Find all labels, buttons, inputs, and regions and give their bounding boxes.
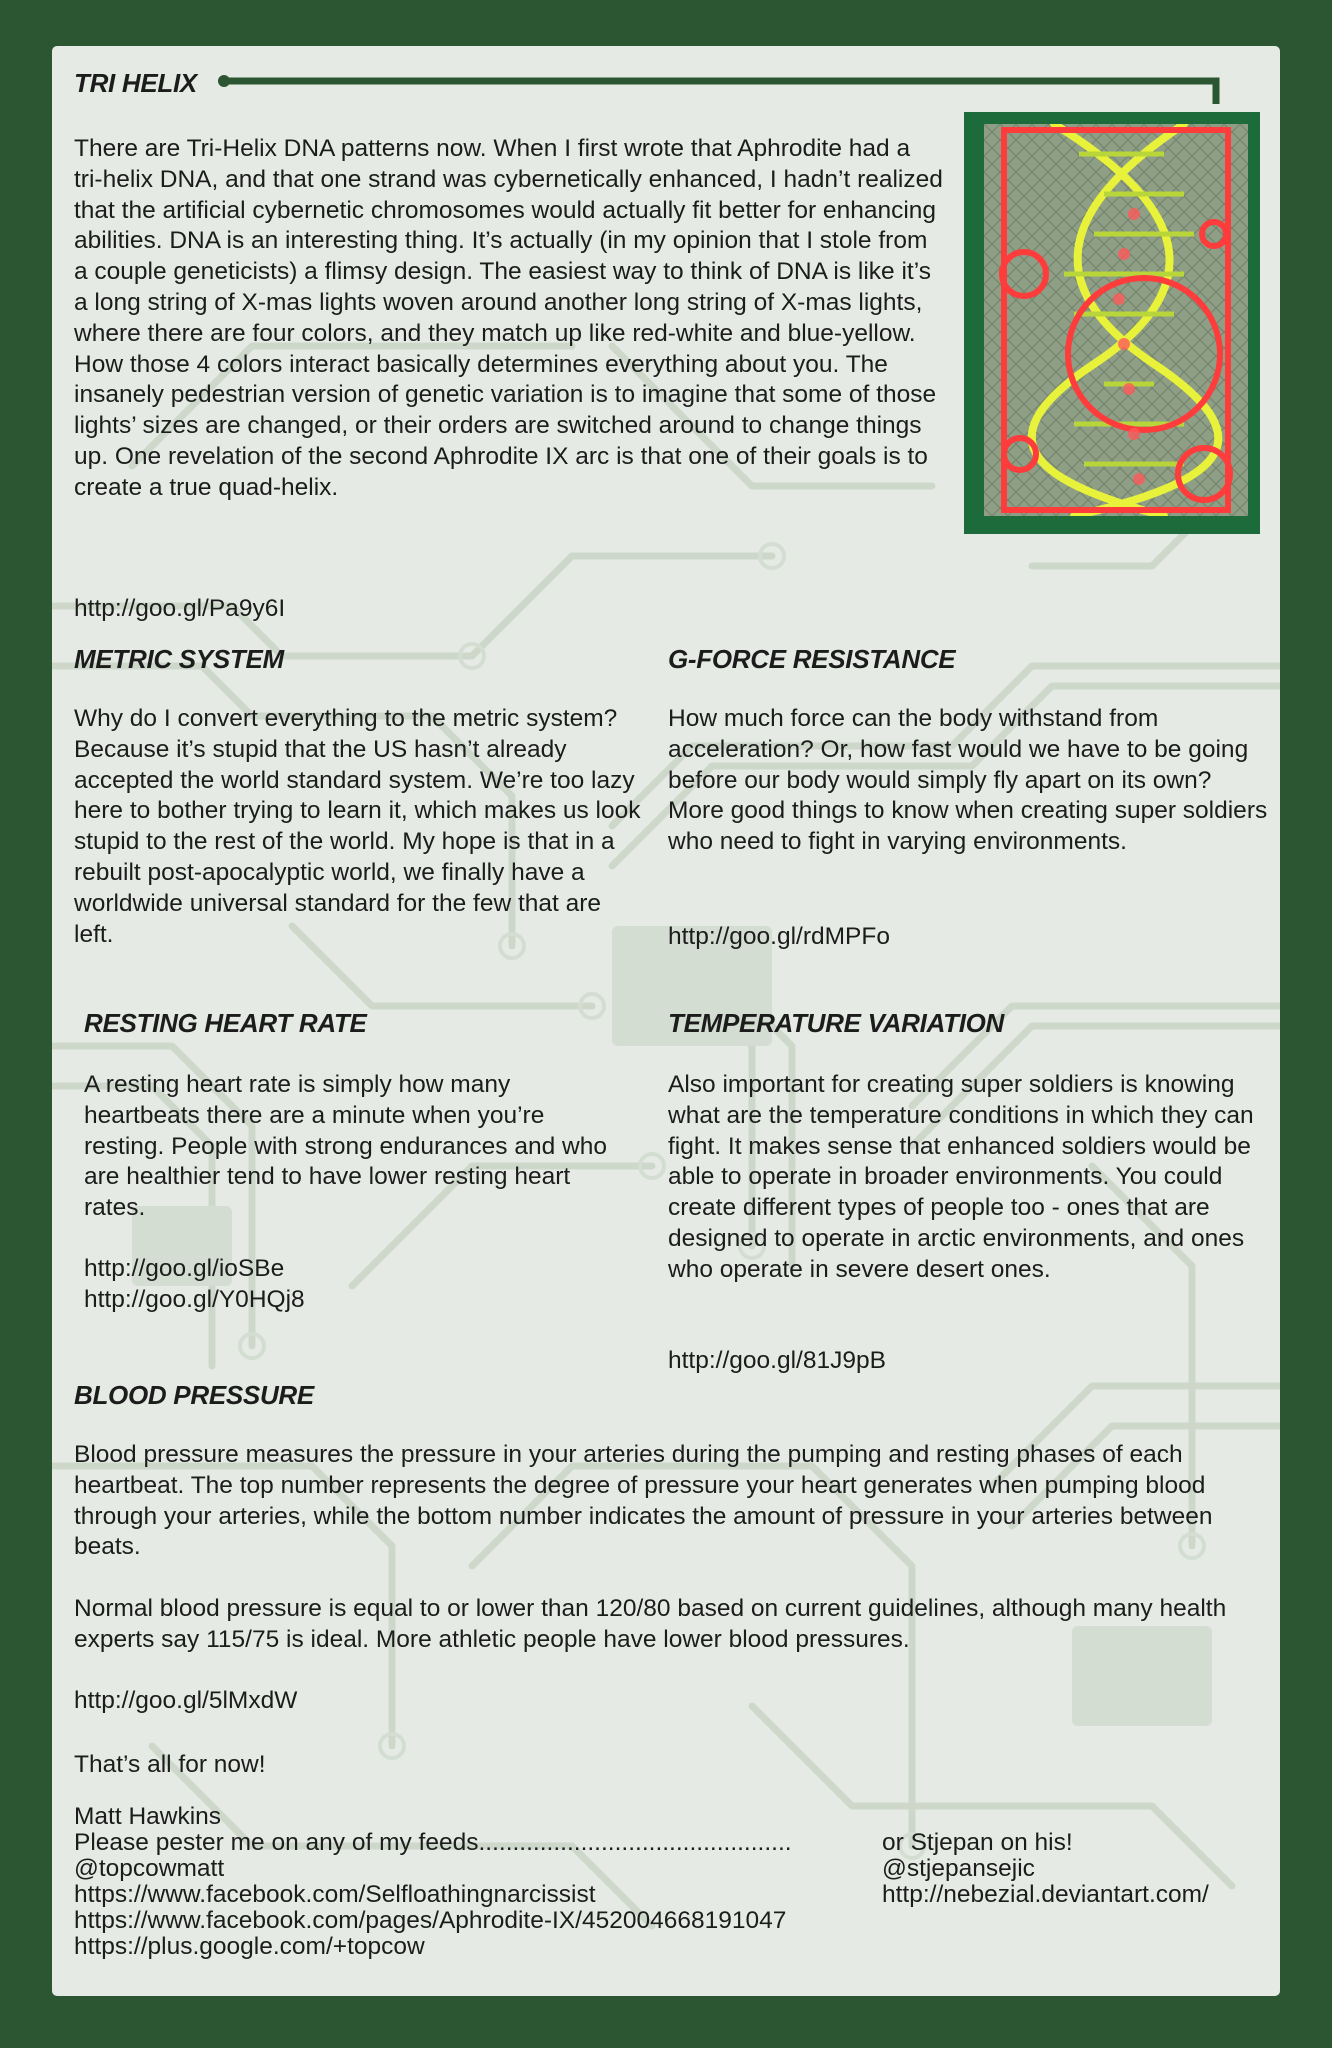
metric-system-body: Why do I convert everything to the metric system? Because it’s stupid that the US hasn’t already accepted the world standard system. We’re too lazy here to bother trying to learn it, which makes us look stupid to the rest of the world. My hope is that in a rebuilt post-apocalyptic world, we finally have a worldwide universal standard for the few that are left.	[74, 705, 641, 948]
resting-heart-rate-heading: RESTING HEART RATE	[84, 1008, 367, 1038]
resting-heart-rate-link-2[interactable]: http://goo.gl/Y0HQj8	[84, 1286, 305, 1313]
closing-line: That’s all for now!	[74, 1751, 266, 1778]
tri-helix-link[interactable]: http://goo.gl/Pa9y6I	[74, 595, 286, 622]
blood-pressure-body-2: Normal blood pressure is equal to or lower than 120/80 based on current guidelines, although many health experts say 115/75 is ideal. More athletic people have lower blood pressures.	[74, 1595, 1227, 1653]
resting-heart-rate-body: A resting heart rate is simply how many heartbeats there are a minute when you’re resting. People with strong endurances and who are healthier tend to have lower resting heart rates.	[84, 1071, 607, 1222]
g-force-link[interactable]: http://goo.gl/rdMPFo	[668, 923, 890, 950]
aphrodite-facebook-link[interactable]: https://www.facebook.com/pages/Aphrodite-IX/452004668191047	[74, 1907, 787, 1934]
pester-line: Please pester me on any of my feeds..............................................	[74, 1829, 792, 1856]
stjepan-intro: or Stjepan on his!	[882, 1829, 1073, 1856]
tri-helix-body: There are Tri-Helix DNA patterns now. When I first wrote that Aphrodite had a tri-helix DNA, and that one strand was cybernetically enhanced, I hadn’t realized that the artificial cybernetic chromosomes would actually fit better for enhancing abilities. DNA is an interesting thing. It’s actually (in my opinion that I stole from a couple geneticists) a flimsy design. The easiest way to think of DNA is like it’s a long string of X-mas lights woven around another long string of X-mas lights, where there are four colors, and they match up like red-white and blue-yellow. How those 4 colors interact basically determines everything about you. The insanely pedestrian version of genetic variation is to imagine that some of those lights’ sizes are changed, or their orders are switched around to change things up. One revelation of the second Aphrodite IX arc is that one of their goals is to create a true quad-helix.	[74, 135, 943, 501]
page-panel	[52, 46, 1280, 1996]
dna-helix-icon	[984, 124, 1248, 516]
temperature-variation-heading: TEMPERATURE VARIATION	[668, 1008, 1005, 1038]
temperature-variation-body: Also important for creating super soldiers is knowing what are the temperature conditions in which they can fight. It makes sense that enhanced soldiers would be able to operate in broader environments. You could create different types of people too - ones that are designed to operate in arctic environments, and ones who operate in severe desert ones.	[668, 1071, 1254, 1283]
blood-pressure-body-1: Blood pressure measures the pressure in your arteries during the pumping and resting phases of each heartbeat. The top number represents the degree of pressure your heart generates when pumping blood through your arteries, while the bottom number indicates the amount of pressure in your arteries between beats.	[74, 1441, 1213, 1561]
blood-pressure-heading: BLOOD PRESSURE	[74, 1380, 314, 1410]
google-plus-link[interactable]: https://plus.google.com/+topcow	[74, 1933, 425, 1960]
stjepan-twitter[interactable]: @stjepansejic	[882, 1855, 1035, 1882]
blood-pressure-link[interactable]: http://goo.gl/5lMxdW	[74, 1687, 298, 1714]
temperature-variation-link[interactable]: http://goo.gl/81J9pB	[668, 1347, 886, 1374]
metric-system-heading: METRIC SYSTEM	[74, 644, 284, 674]
resting-heart-rate-link-1[interactable]: http://goo.gl/ioSBe	[84, 1255, 285, 1282]
author-name: Matt Hawkins	[74, 1803, 222, 1830]
stjepan-deviantart-link[interactable]: http://nebezial.deviantart.com/	[882, 1881, 1209, 1908]
author-twitter[interactable]: @topcowmatt	[74, 1855, 225, 1882]
author-facebook-link[interactable]: https://www.facebook.com/Selfloathingnarcissist	[74, 1881, 596, 1908]
g-force-body: How much force can the body withstand from acceleration? Or, how fast would we have to be going before our body would simply fly apart on its own? More good things to know when creating super soldiers who need to fight in varying environments.	[668, 705, 1268, 856]
tri-helix-heading: TRI HELIX	[74, 68, 197, 98]
dna-helix-illustration	[964, 112, 1260, 534]
g-force-heading: G-FORCE RESISTANCE	[668, 644, 956, 674]
